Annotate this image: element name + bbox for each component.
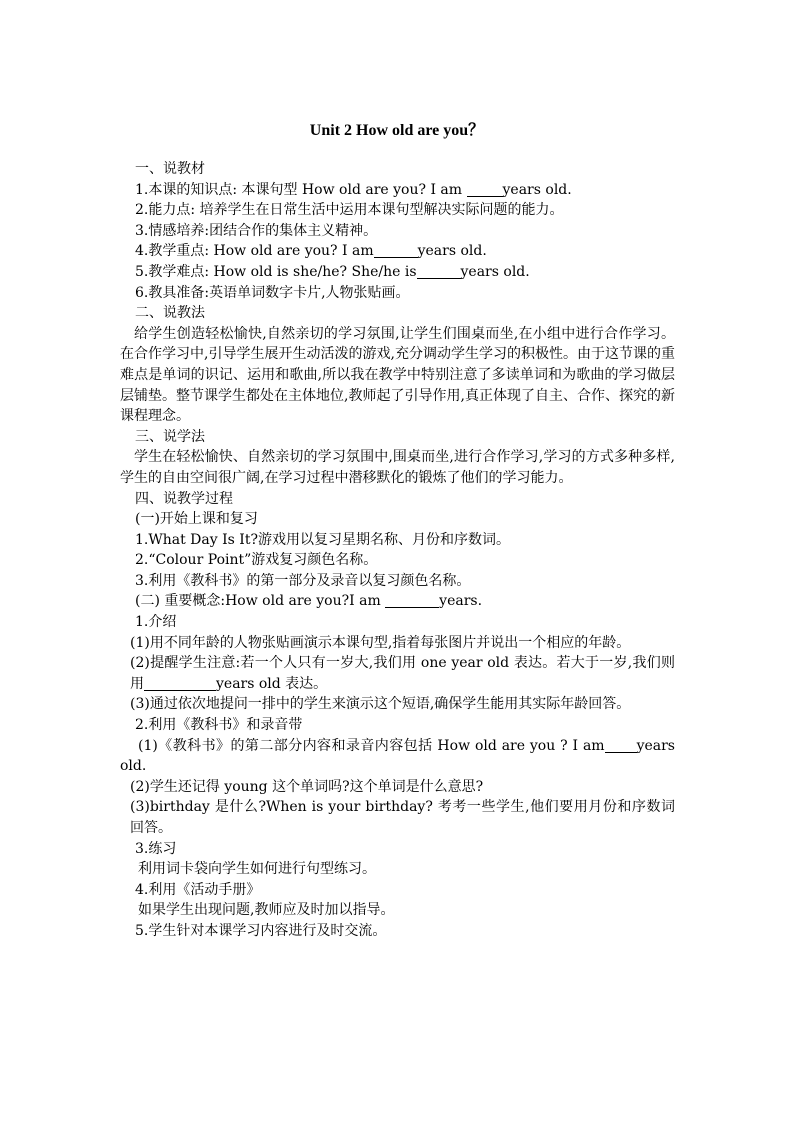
paragraph: 5.教学难点: How old is she/he? She/he is years old. bbox=[135, 263, 530, 280]
section-heading: 三、说学法 bbox=[135, 428, 205, 445]
subsection-heading: (二) 重要概念:How old are you?I am years. bbox=[135, 593, 483, 610]
paragraph: (2)提醒学生注意:若一个人只有一岁大,我们用 one year old 表达。若大于一岁,我们则用 years old 表达。 bbox=[130, 655, 675, 692]
paragraph: (1)《教科书》的第二部分内容和录音内容包括 How old are you ? I am years old. bbox=[120, 737, 675, 775]
paragraph: 给学生创造轻松愉快,自然亲切的学习氛围,让学生们围桌而坐,在小组中进行合作学习。在合作学习中,引导学生展开生动活泼的游戏,充分调动学生学习的积极性。由于这节课的重难点是单词的识记、运用和歌曲,所以我在教学中特别注意了多读单词和为歌曲的学习做层层铺垫。整节课学生都处在主体地位,教师起了引导作用,真正体现了自主、合作、探究的新课程理念。 bbox=[120, 325, 675, 425]
paragraph: 3.情感培养:团结合作的集体主义精神。 bbox=[135, 222, 378, 239]
paragraph: 4.教学重点: How old are you? I am years old. bbox=[135, 243, 487, 260]
section-heading: 一、说教材 bbox=[135, 161, 205, 177]
paragraph: 5.学生针对本课学习内容进行及时交流。 bbox=[135, 922, 387, 939]
fill-blank bbox=[467, 182, 503, 197]
paragraph: 1.介绍 bbox=[135, 614, 177, 631]
paragraph: 6.教具准备:英语单词数字卡片,人物张贴画。 bbox=[135, 284, 410, 301]
paragraph: 1.本课的知识点: 本课句型 How old are you? I am years old. bbox=[135, 181, 572, 198]
paragraph: 2.能力点: 培养学生在日常生活中运用本课句型解决实际问题的能力。 bbox=[135, 202, 564, 219]
section-heading: 四、说教学过程 bbox=[135, 490, 233, 507]
paragraph: (3)birthday 是什么?When is your birthday? 考考一些学生,他们要用月份和序数词回答。 bbox=[130, 799, 675, 836]
fill-blank bbox=[417, 264, 461, 279]
paragraph: 学生在轻松愉快、自然亲切的学习氛围中,围桌而坐,进行合作学习,学习的方式多种多样,学生的自由空间很广阔,在学习过程中潜移默化的锻炼了他们的学习能力。 bbox=[120, 449, 675, 486]
paragraph: 3.练习 bbox=[135, 840, 177, 857]
section-heading: 二、说教法 bbox=[135, 305, 205, 322]
fill-blank bbox=[605, 738, 637, 753]
document-title: Unit 2 How old are you？ bbox=[309, 122, 485, 139]
fill-blank bbox=[374, 243, 418, 258]
paragraph: 1.What Day Is It?游戏用以复习星期名称、月份和序数词。 bbox=[135, 531, 510, 548]
paragraph: (1)用不同年龄的人物张贴画演示本课句型,指着每张图片并说出一个相应的年龄。 bbox=[130, 634, 631, 651]
paragraph: (2)学生还记得 young 这个单词吗?这个单词是什么意思? bbox=[130, 778, 484, 795]
paragraph: 如果学生出现问题,教师应及时加以指导。 bbox=[138, 902, 395, 919]
fill-blank bbox=[385, 593, 439, 608]
paragraph: (3)通过依次地提问一排中的学生来演示这个短语,确保学生能用其实际年龄回答。 bbox=[130, 696, 631, 713]
paragraph: 3.利用《教科书》的第一部分及录音以复习颜色名称。 bbox=[135, 572, 471, 589]
paragraph: 2.利用《教科书》和录音带 bbox=[135, 717, 303, 734]
subsection-heading: (一)开始上课和复习 bbox=[135, 511, 258, 528]
paragraph: 4.利用《活动手册》 bbox=[135, 881, 261, 898]
paragraph: 利用词卡袋向学生如何进行句型练习。 bbox=[138, 861, 376, 878]
fill-blank bbox=[144, 676, 216, 691]
document-body bbox=[120, 159, 675, 942]
paragraph: 2.“Colour Point”游戏复习颜色名称。 bbox=[135, 552, 378, 569]
